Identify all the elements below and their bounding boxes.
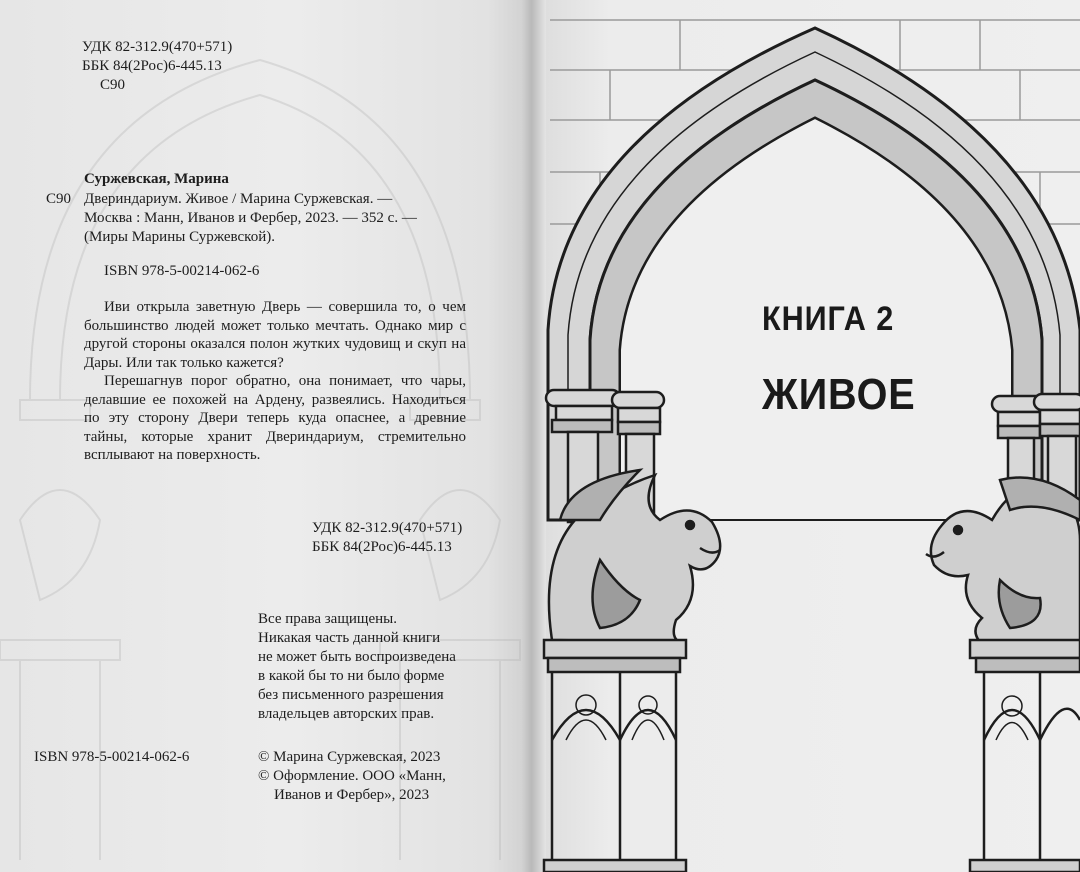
record-isbn: ISBN 978-5-00214-062-6	[104, 263, 260, 279]
book-title: ЖИВОЕ	[762, 370, 916, 419]
rights-line-2: Никакая часть данной книги	[258, 630, 441, 646]
udk-bottom: УДК 82-312.9(470+571)	[312, 520, 463, 536]
record-line-1: Двериндариум. Живое / Марина Суржевская. —	[84, 191, 393, 207]
annotation-paragraph-1: Иви открыла заветную Дверь — совершила то, о чем большинство людей может только мечтать. Однако мир с другой стороны оказался полон жутких чудовищ и скуп на Дары. Или так только кажется?	[84, 299, 466, 371]
record-author: Суржевская, Марина	[84, 171, 229, 187]
left-pedestal	[544, 640, 686, 872]
record-sign: С90	[46, 191, 72, 207]
record-line-2: Москва : Манн, Иванов и Фербер, 2023. — 352 с. —	[84, 210, 417, 226]
rights-line-5: без письменного разрешения	[258, 687, 444, 703]
rights-line-4: в какой бы то ни было форме	[258, 668, 445, 684]
annotation-paragraph-2: Перешагнув порог обратно, она понимает, что чары, делавшие ее похожей на Ардену, развеялись. Находиться по эту сторону Двери теперь куда опаснее, а древние тайны, которые хранит Двериндариум, стремительно всплывают на поверхность.	[84, 373, 466, 463]
right-pedestal	[970, 640, 1080, 872]
copyright-line-3: Иванов и Фербер», 2023	[274, 787, 430, 803]
isbn-bottom: ISBN 978-5-00214-062-6	[34, 749, 190, 765]
rights-line-6: владельцев авторских прав.	[258, 706, 435, 722]
author-sign-top: С90	[100, 77, 126, 93]
copyright-line-1: © Марина Суржевская, 2023	[258, 749, 441, 765]
bbk-top: ББК 84(2Рос)6-445.13	[82, 58, 222, 74]
rights-line-3: не может быть воспроизведена	[258, 649, 456, 665]
rights-line-1: Все права защищены.	[258, 611, 397, 627]
bbk-bottom: ББК 84(2Рос)6-445.13	[312, 539, 452, 555]
copyright-line-2: © Оформление. ООО «Манн,	[258, 768, 446, 784]
udk-top: УДК 82-312.9(470+571)	[82, 39, 233, 55]
record-line-3: (Миры Марины Суржевской).	[84, 229, 275, 245]
book-number: КНИГА 2	[762, 300, 895, 338]
